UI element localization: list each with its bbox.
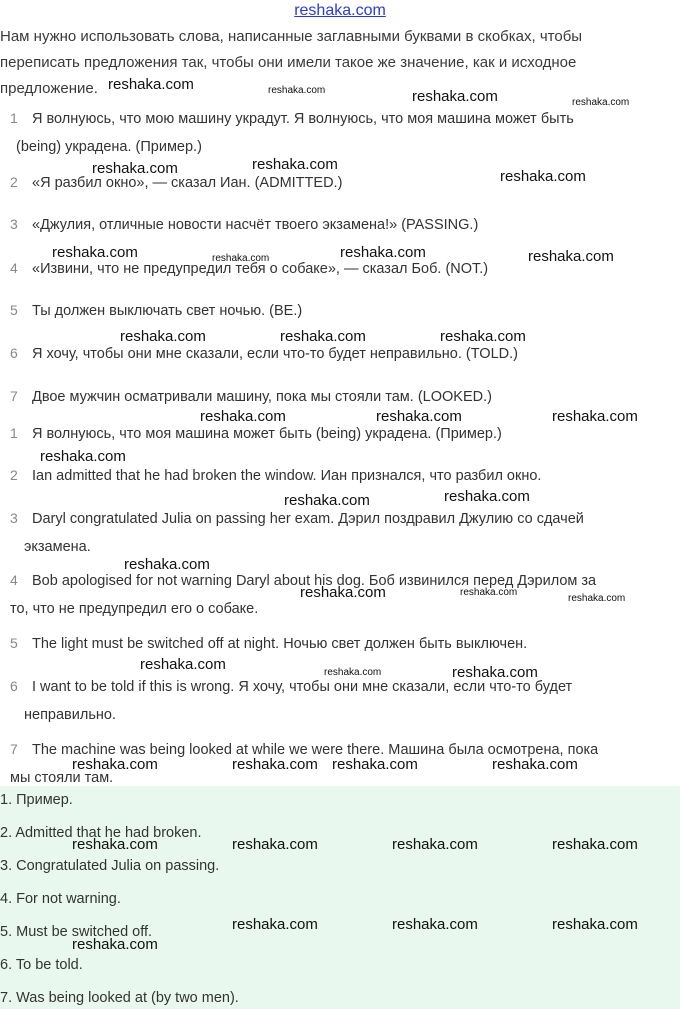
task-item-7: [10, 382, 670, 411]
watermark: reshaka.com: [392, 916, 478, 933]
watermark: reshaka.com: [552, 836, 638, 853]
solution-text: The machine was being looked at while we were there. Машина была осмотрена, пока: [32, 742, 599, 758]
watermark: reshaka.com: [412, 88, 498, 105]
answer-1: 1. Пример.: [0, 792, 73, 808]
watermark: reshaka.com: [232, 756, 318, 773]
task-item-3: [10, 210, 670, 239]
watermark: reshaka.com: [340, 244, 426, 261]
answer-3: 3. Congratulated Julia on passing.: [0, 858, 220, 874]
task-number: 4: [10, 260, 18, 276]
watermark: reshaka.com: [280, 328, 366, 345]
task-number: 6: [10, 345, 18, 361]
watermark: reshaka.com: [376, 408, 462, 425]
solution-text: Ian admitted that he had broken the window. Иан признался, что разбил окно.: [32, 468, 542, 484]
watermark: reshaka.com: [568, 593, 626, 604]
task-number: 7: [10, 388, 18, 404]
solution-number: 3: [10, 510, 18, 526]
watermark: reshaka.com: [528, 248, 614, 265]
solution-text: Daryl congratulated Julia on passing her exam. Дэрил поздравил Джулию со сдачей: [32, 511, 584, 527]
watermark: reshaka.com: [232, 836, 318, 853]
watermark: reshaka.com: [72, 756, 158, 773]
answer-7: 7. Was being looked at (by two men).: [0, 990, 239, 1006]
watermark: reshaka.com: [252, 156, 338, 173]
watermark: reshaka.com: [444, 488, 530, 505]
watermark: reshaka.com: [268, 85, 326, 96]
task-instructions: Нам нужно использовать слова, написанные заглавными буквами в скобках, чтобы переписать предложения так, чтобы они имели такое же значение, как и исходное предложение.: [0, 28, 583, 97]
watermark: reshaka.com: [72, 936, 158, 953]
solution-item-3: [10, 504, 670, 561]
watermark: reshaka.com: [52, 244, 138, 261]
watermark: reshaka.com: [572, 97, 630, 108]
task-number: 1: [10, 110, 18, 126]
watermark: reshaka.com: [92, 160, 178, 177]
answer-6: 6. To be told.: [0, 957, 83, 973]
task-text: Я волнуюсь, что мою машину украдут. Я волнуюсь, что моя машина может быть: [32, 111, 574, 127]
watermark: reshaka.com: [232, 916, 318, 933]
watermark: reshaka.com: [500, 168, 586, 185]
watermark: reshaka.com: [440, 328, 526, 345]
task-number: 5: [10, 302, 18, 318]
solution-number: 6: [10, 678, 18, 694]
watermark: reshaka.com: [552, 408, 638, 425]
watermark: reshaka.com: [120, 328, 206, 345]
solution-item-5: [10, 629, 670, 658]
site-header-link[interactable]: reshaka.com: [294, 2, 386, 19]
solution-text: I want to be told if this is wrong. Я хочу, чтобы они мне сказали, если что-то будет: [32, 679, 573, 695]
answer-2: 2. Admitted that he had broken.: [0, 825, 202, 841]
solution-number: 5: [10, 635, 18, 651]
task-text: «Я разбил окно», — сказал Иан. (ADMITTED.): [32, 175, 343, 191]
task-number: 2: [10, 174, 18, 190]
answer-4: 4. For not warning.: [0, 891, 121, 907]
solution-text-cont: то, что не предупредил его о собаке.: [10, 601, 259, 617]
watermark: reshaka.com: [324, 667, 382, 678]
solution-number: 2: [10, 467, 18, 483]
watermark: reshaka.com: [200, 408, 286, 425]
watermark: reshaka.com: [552, 916, 638, 933]
solution-text-cont: мы стояли там.: [10, 770, 114, 786]
task-number: 3: [10, 216, 18, 232]
task-item-1: [10, 104, 670, 161]
solution-text-cont: неправильно.: [24, 707, 116, 723]
answer-5: 5. Must be switched off.: [0, 924, 153, 940]
watermark: reshaka.com: [392, 836, 478, 853]
watermark: reshaka.com: [284, 492, 370, 509]
watermark: reshaka.com: [40, 448, 126, 465]
solution-number: 1: [10, 425, 18, 441]
watermark: reshaka.com: [300, 584, 386, 601]
watermark: reshaka.com: [140, 656, 226, 673]
answers-panel: [0, 786, 680, 1009]
task-text: «Джулия, отличные новости насчёт твоего экзамена!» (PASSING.): [32, 217, 479, 233]
task-text: «Извини, что не предупредил тебя о собаке», — сказал Боб. (NOT.): [32, 261, 489, 277]
task-item-5: [10, 296, 670, 325]
watermark: reshaka.com: [460, 587, 518, 598]
watermark: reshaka.com: [124, 556, 210, 573]
solution-text-cont: экзамена.: [24, 539, 91, 555]
watermark: reshaka.com: [72, 836, 158, 853]
watermark: reshaka.com: [492, 756, 578, 773]
solution-text: Я волнуюсь, что моя машина может быть (being) украдена. (Пример.): [32, 426, 502, 442]
task-text: Двое мужчин осматривали машину, пока мы стояли там. (LOOKED.): [32, 389, 492, 405]
watermark: reshaka.com: [108, 76, 194, 93]
solution-number: 4: [10, 572, 18, 588]
watermark: reshaka.com: [332, 756, 418, 773]
task-text: Я хочу, чтобы они мне сказали, если что-то будет неправильно. (TOLD.): [32, 346, 518, 362]
task-text-cont: (being) украдена. (Пример.): [16, 139, 202, 155]
watermark: reshaka.com: [452, 664, 538, 681]
solution-text: Bob apologised for not warning Daryl about his dog. Боб извинился перед Дэрилом за: [32, 573, 597, 589]
task-text: Ты должен выключать свет ночью. (BE.): [32, 303, 303, 319]
solution-number: 7: [10, 741, 18, 757]
solution-text: The light must be switched off at night. Ночью свет должен быть выключен.: [32, 636, 528, 652]
watermark: reshaka.com: [212, 253, 270, 264]
